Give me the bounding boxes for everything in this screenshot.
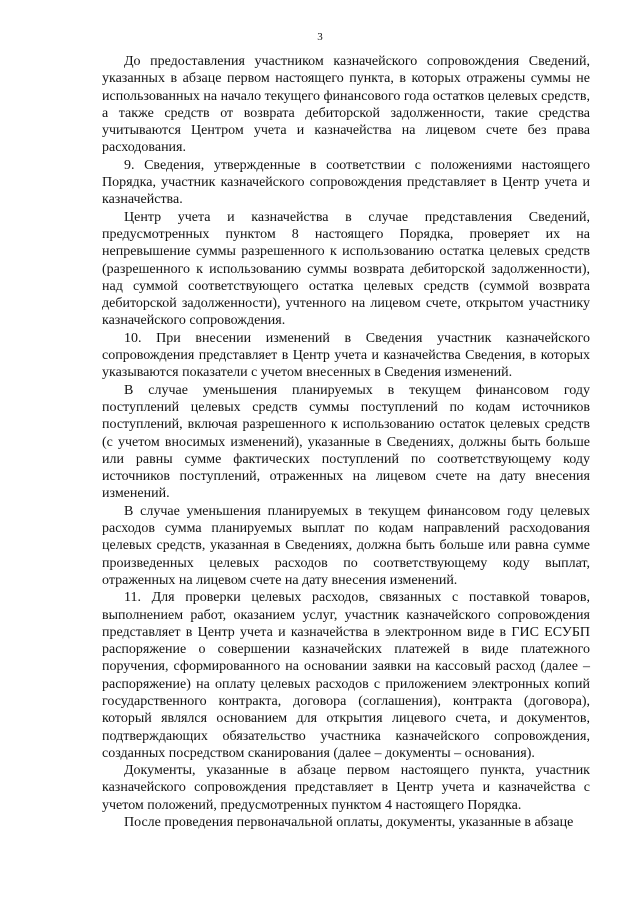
paragraph-unused-balances: До предоставления участником казначейского сопровождения Сведений, указанных в абзаце первом настоящего пункта, в которых отражены суммы не использованных на начало текущего финансового года остатков целевых средств, а также средств от возврата дебиторской задолженности, такие средства учитываются Центром учета и казначейства на лицевом счете без права расходования. bbox=[102, 54, 590, 156]
paragraph-balance-check: Центр учета и казначейства в случае представления Сведений, предусмотренных пунктом 8 настоящего Порядка, проверяет их на непревышение суммы разрешенного к использованию остатка целевых средств (разрешенного к использованию суммы возврата дебиторской задолженности), над суммой соответствующего остатка целевых средств (суммой возврата дебиторской задолженности), учтенного на лицевом счете, открытом участнику казначейского сопровождения. bbox=[102, 209, 590, 329]
paragraph-documents-submission: Документы, указанные в абзаце первом настоящего пункта, участник казначейского сопровождения представляет в Центр учета и казначейства с учетом положений, предусмотренных пунктом 4 настоящего Порядка. bbox=[102, 763, 590, 813]
paragraph-item-10: 10. При внесении изменений в Сведения участник казначейского сопровождения представляет в Центр учета и казначейства Сведения, в которых указываются показатели с учетом внесенных в Сведения изменений. bbox=[102, 330, 590, 381]
paragraph-income-decrease: В случае уменьшения планируемых в текущем финансовом году поступлений целевых средств суммы поступлений по кодам источников поступлений, включая разрешенного к использованию остаток целевых средств (с учетом вносимых изменений), указанные в Сведениях, должны быть больше или равны сумме фактических поступлений по соответствующему коду источников поступлений, отраженных на лицевом счете на дату внесения изменений. bbox=[102, 382, 590, 502]
paragraph-expense-decrease: В случае уменьшения планируемых в текущем финансовом году целевых расходов сумма планируемых выплат по кодам направлений расходования целевых средств, указанная в Сведениях, должна быть больше или равна сумме произведенных целевых расходов по соответствующему коду выплат, отраженных на лицевом счете на дату внесения изменений. bbox=[102, 503, 590, 588]
paragraph-item-11: 11. Для проверки целевых расходов, связанных с поставкой товаров, выполнением работ, оказанием услуг, участник казначейского сопровождения представляет в Центр учета и казначейства в электронном виде в ГИС ЕСУБП распоряжение о совершении казначейских платежей в виде платежного поручения, сформированного на основании заявки на кассовый расход (далее – распоряжение) на оплату целевых расходов с приложением электронных копий государственного контракта, договора (соглашения), контракта (договора), который являлся основанием для открытия лицевого счета, и документов, подтверждающих обязательство участника казначейского сопровождения, созданных посредством сканирования (далее – документы – основания). bbox=[102, 590, 590, 761]
paragraph-after-initial-payment: После проведения первоначальной оплаты, документы, указанные в абзаце bbox=[124, 815, 574, 831]
page-number: 3 bbox=[317, 31, 323, 43]
document-body bbox=[102, 53, 590, 831]
paragraph-item-9: 9. Сведения, утвержденные в соответствии с положениями настоящего Порядка, участник казначейского сопровождения представляет в Центр учета и казначейства. bbox=[102, 157, 590, 208]
